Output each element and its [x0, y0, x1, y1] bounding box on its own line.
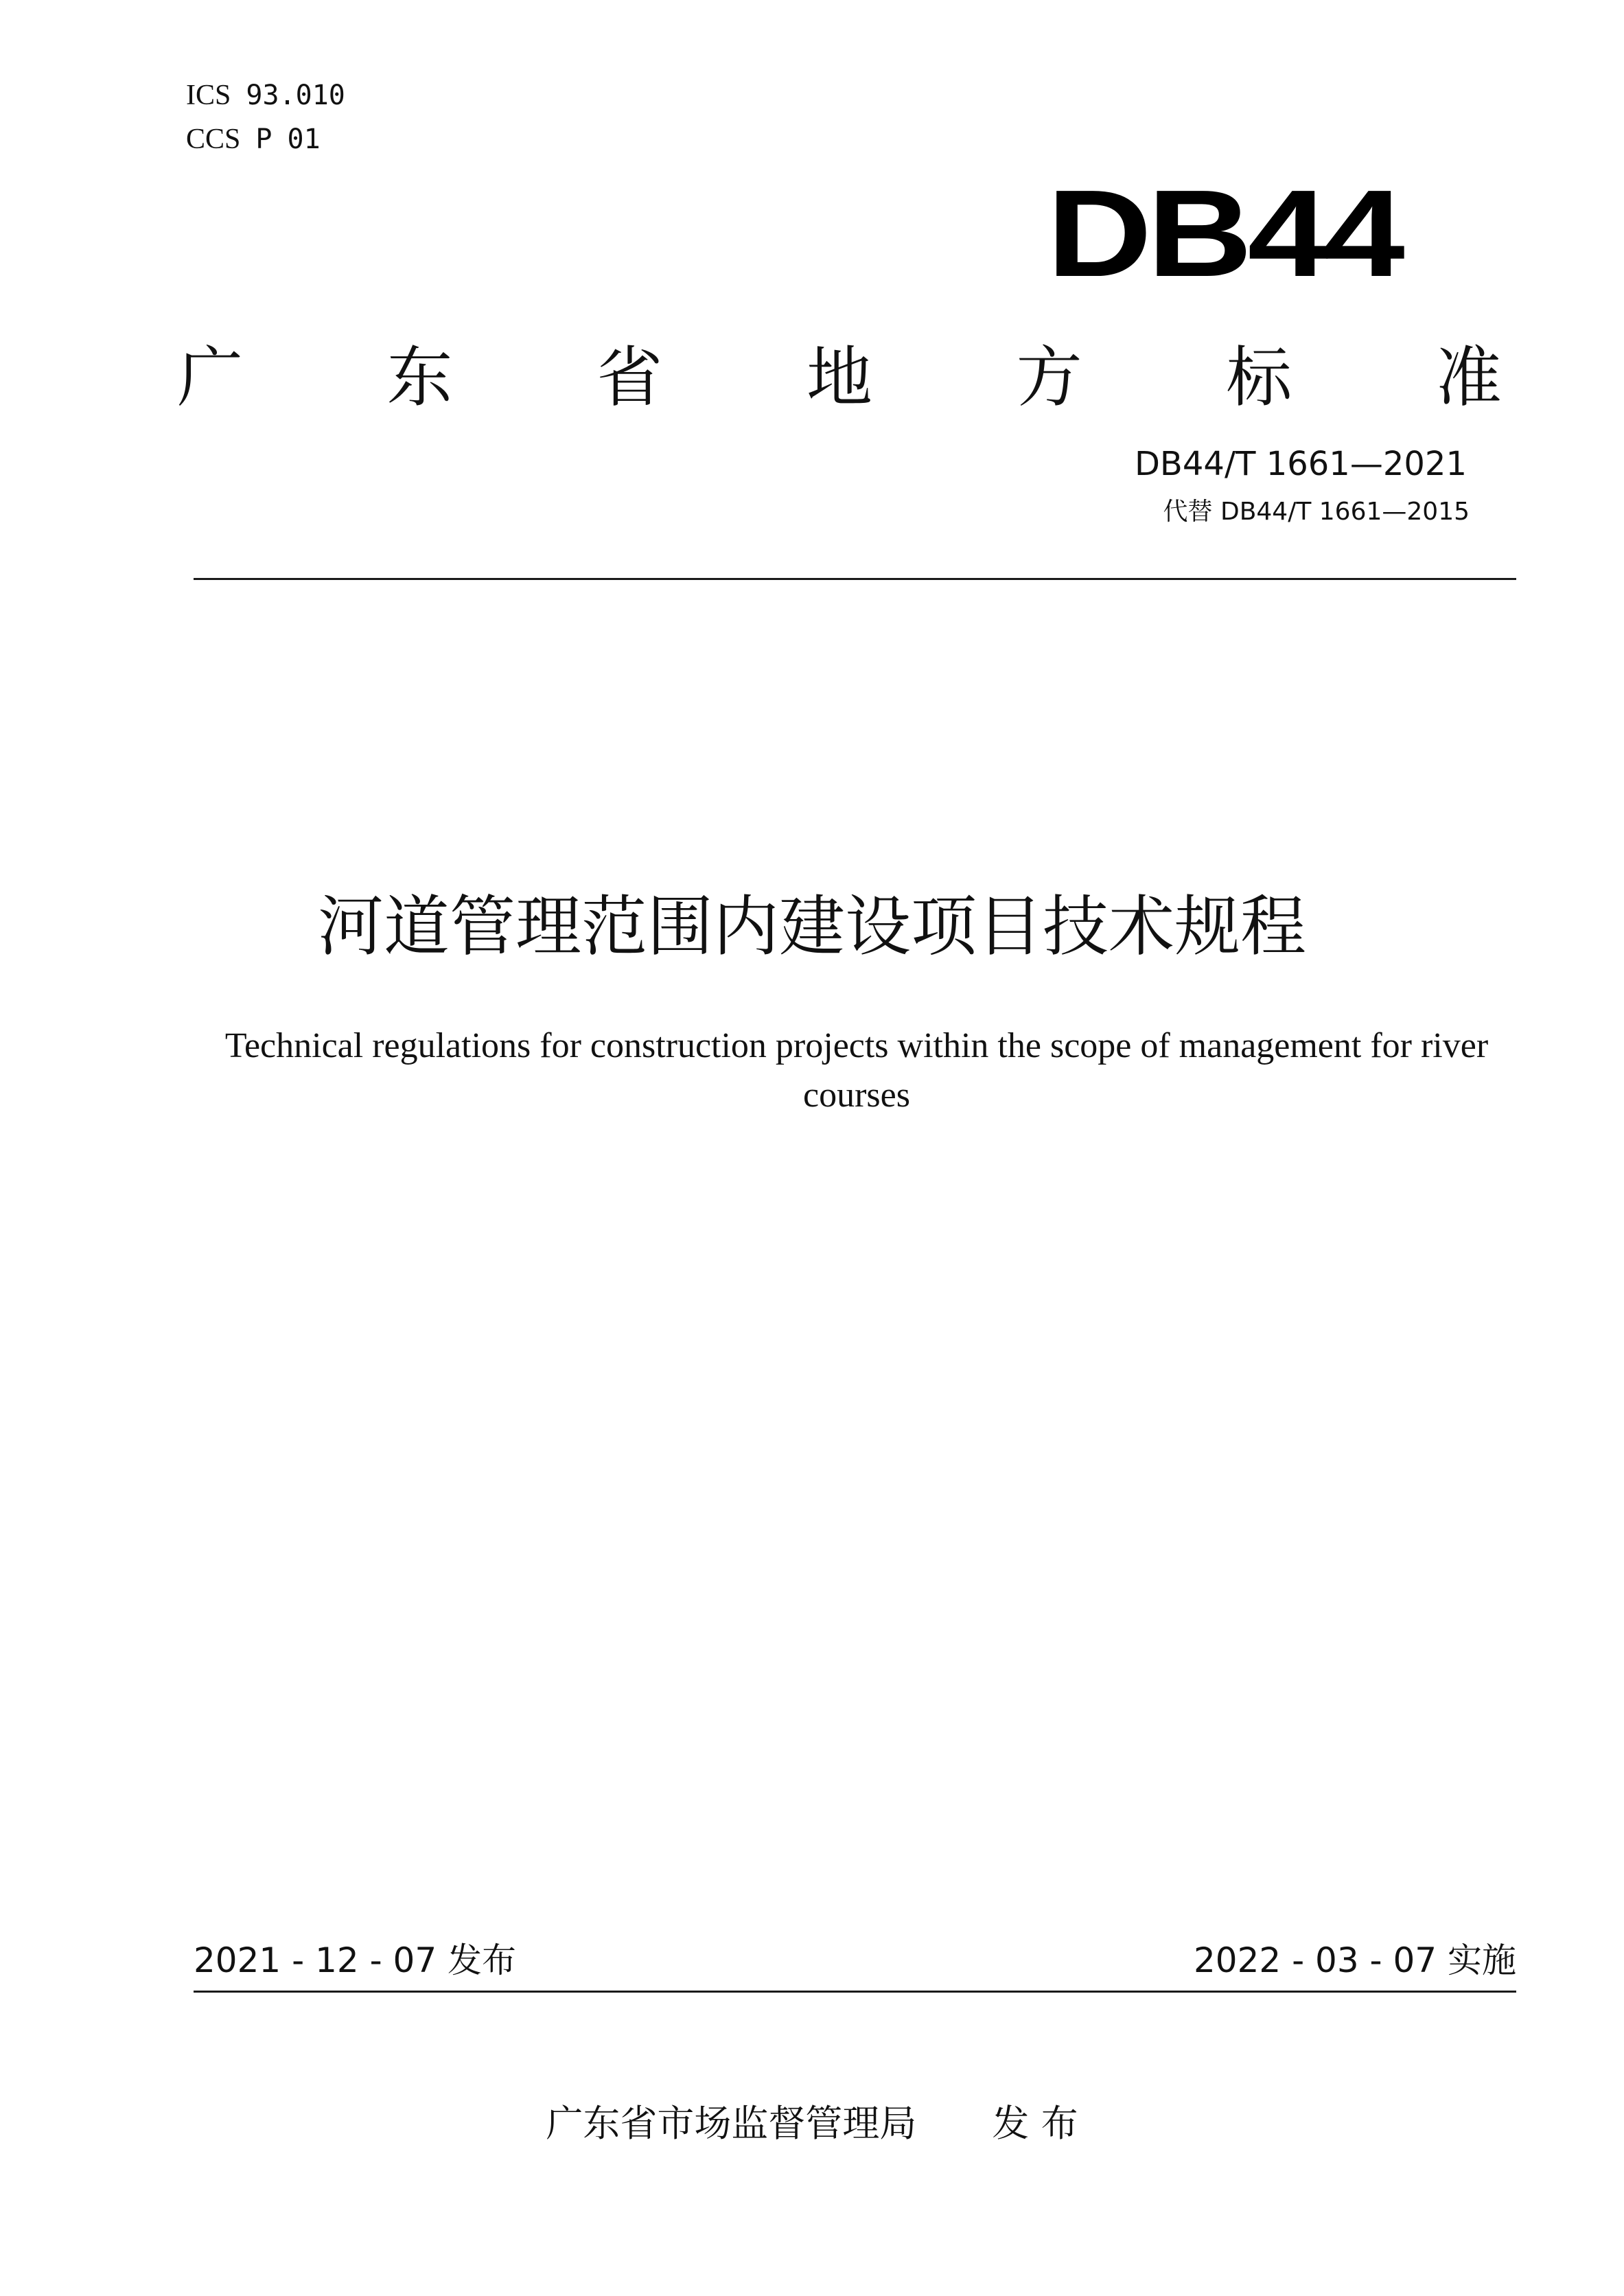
header-divider [194, 578, 1516, 580]
standard-type-char: 省 [596, 339, 663, 416]
standard-number: DB44/T 1661—2021 [1134, 445, 1467, 483]
ics-code: 93.010 [246, 80, 345, 111]
standard-type-char: 标 [1226, 339, 1292, 416]
publish-date: 2021 - 12 - 07 发布 [194, 1940, 517, 1980]
issue-action: 发 布 [992, 2102, 1078, 2145]
issuer-line [0, 2102, 1624, 2146]
ccs-classification [186, 125, 321, 154]
document-title-english: Technical regulations for construction projects within the scope of management for river courses [224, 1026, 1489, 1115]
db44-logo: DB44 [1047, 165, 1400, 303]
footer-divider [194, 1991, 1516, 1993]
ccs-code: 01 [287, 124, 321, 155]
standard-type-char: 方 [1016, 339, 1082, 416]
issuer-name: 广东省市场监督管理局 [546, 2102, 917, 2145]
standard-type-char: 广 [177, 339, 243, 416]
effective-date: 2022 - 03 - 07 实施 [1193, 1940, 1516, 1980]
replaces-standard: 代替 DB44/T 1661—2015 [1163, 498, 1470, 526]
standard-type-char: 准 [1435, 339, 1502, 416]
standard-type-char: 东 [386, 339, 453, 416]
ics-classification [186, 81, 345, 110]
ics-label: ICS [186, 80, 231, 111]
standard-type-heading [177, 336, 1502, 419]
ccs-letter: P [255, 124, 272, 155]
document-title-chinese: 河道管理范围内建设项目技术规程 [318, 888, 1306, 965]
ccs-label: CCS [186, 124, 241, 155]
standard-type-char: 地 [806, 339, 872, 416]
